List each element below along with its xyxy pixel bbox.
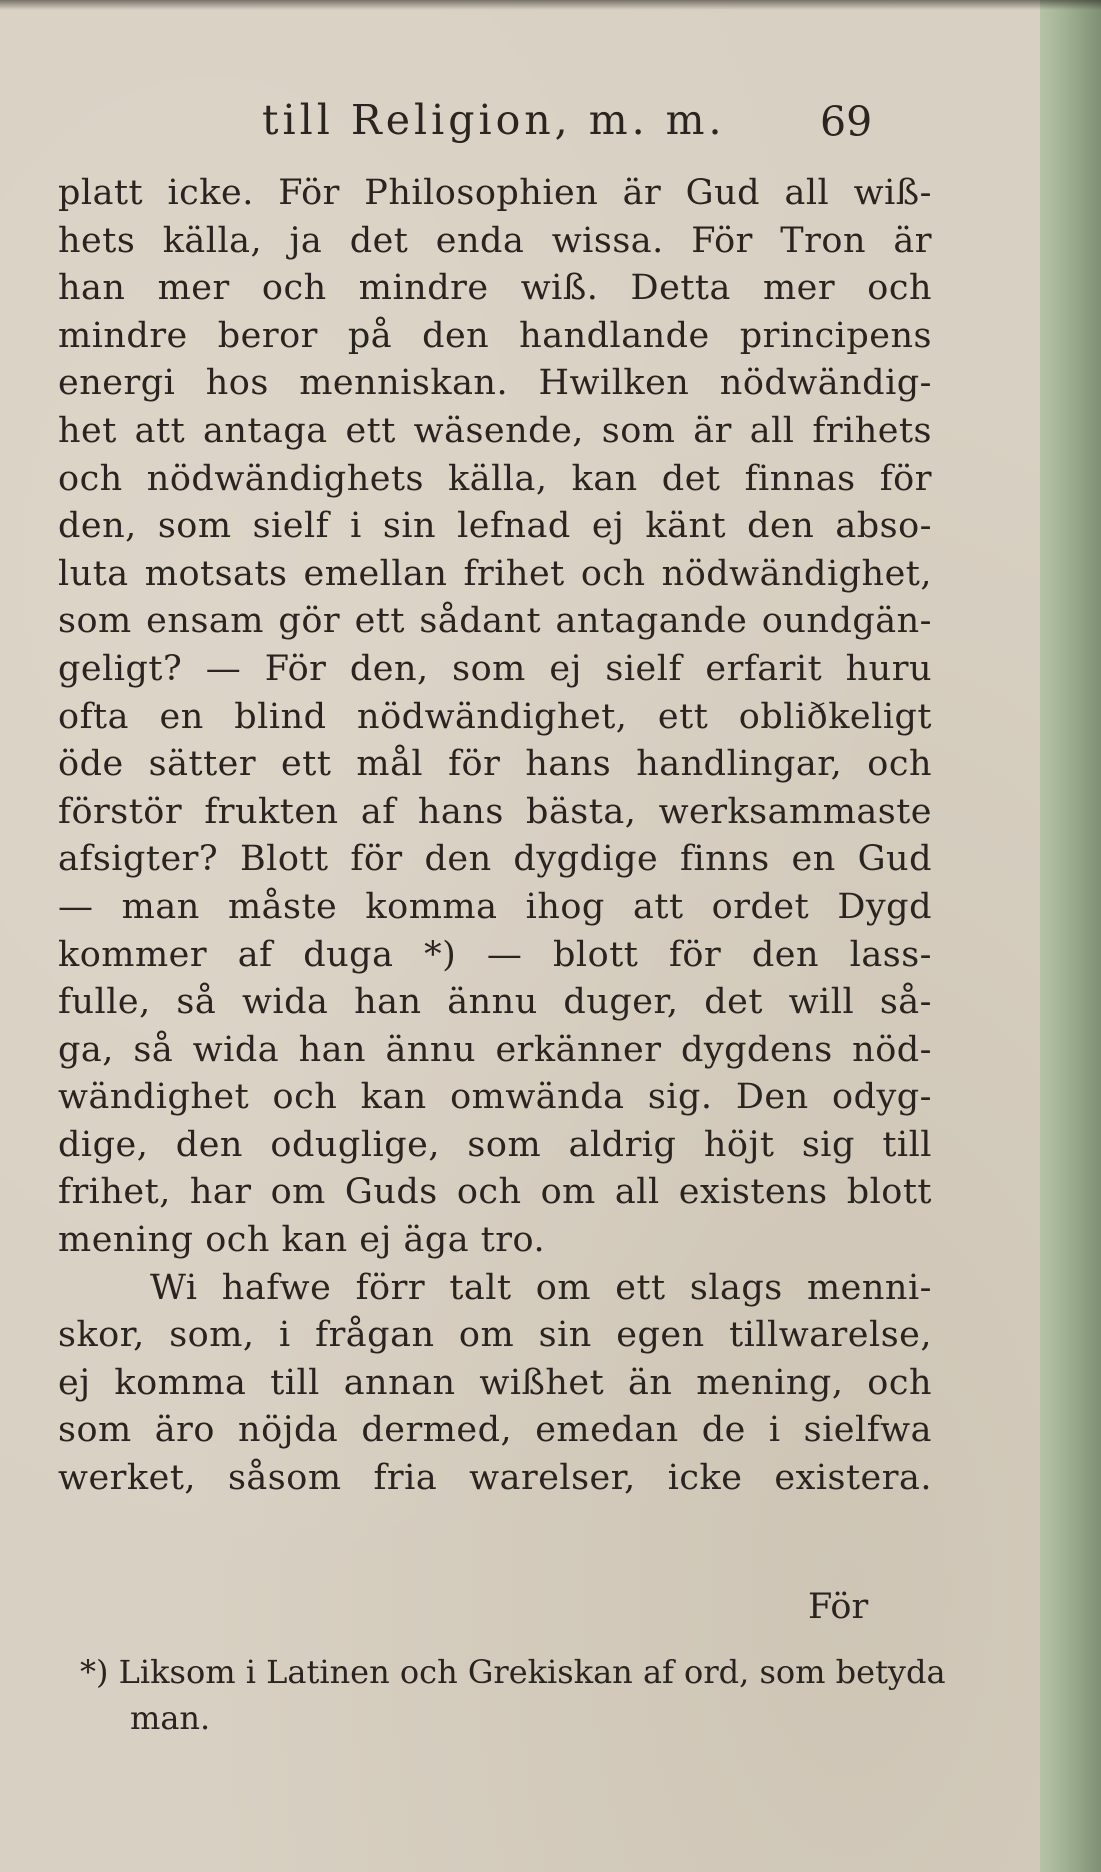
text-line: förstör frukten af hans bästa, werksammaste — [58, 791, 932, 832]
text-line: wändighet och kan omwända sig. Den odyg- — [58, 1077, 932, 1118]
page-number: 69 — [820, 98, 873, 146]
text-line: luta motsats emellan frihet och nödwändighet, — [58, 553, 932, 594]
text-line: ej komma till annan wißhet än mening, och — [58, 1362, 932, 1403]
text-line: kommer af duga *) — blott för den lass- — [58, 934, 932, 975]
text-line: afsigter? Blott för den dygdige finns en Gud — [58, 839, 932, 880]
text-line: som ensam gör ett sådant antagande oundgän- — [58, 601, 932, 642]
catchword: För — [808, 1587, 869, 1627]
text-line: mening och kan ej äga tro. — [58, 1220, 546, 1261]
text-line: dige, den oduglige, som aldrig höjt sig till — [58, 1124, 932, 1165]
page-edge-binding — [1040, 0, 1101, 1872]
text-line: öde sätter ett mål för hans handlingar, och — [58, 744, 932, 785]
running-title: till Religion, m. m. — [262, 96, 726, 144]
text-line: ga, så wida han ännu erkänner dygdens nöd- — [58, 1029, 932, 1070]
text-line-paragraph-start: Wi hafwe förr talt om ett slags menni- — [150, 1267, 932, 1308]
text-line: ofta en blind nödwändighet, ett obliðkeligt — [58, 696, 932, 737]
text-line: skor, som, i frågan om sin egen tillwarelse, — [58, 1315, 932, 1356]
text-line: och nödwändighets källa, kan det finnas för — [58, 458, 932, 499]
text-line: mindre beror på den handlande principens — [58, 315, 932, 356]
body-text — [58, 170, 932, 1503]
text-line: energi hos menniskan. Hwilken nödwändig- — [58, 363, 932, 404]
text-line: het att antaga ett wäsende, som är all frihets — [58, 410, 932, 451]
page-header — [0, 96, 1040, 146]
footnote-line: man. — [130, 1699, 211, 1737]
text-line: hets källa, ja det enda wissa. För Tron är — [58, 220, 932, 261]
page-top-shadow — [0, 0, 1101, 10]
text-line: som äro nöjda dermed, emedan de i sielfwa — [58, 1410, 932, 1451]
text-line: platt icke. För Philosophien är Gud all wiß- — [58, 173, 932, 213]
text-line: han mer och mindre wiß. Detta mer och — [58, 268, 932, 309]
text-line: fulle, så wida han ännu duger, det will så- — [58, 982, 932, 1023]
footnote — [80, 1649, 946, 1741]
text-line: geligt? — För den, som ej sielf erfarit huru — [58, 648, 932, 689]
text-line: frihet, har om Guds och om all existens blott — [58, 1172, 932, 1213]
text-line: werket, såsom fria warelser, icke existera. — [58, 1458, 932, 1499]
text-line: den, som sielf i sin lefnad ej känt den abso- — [58, 506, 932, 547]
footnote-line: *) Liksom i Latinen och Grekiskan af ord, som betyda — [80, 1653, 946, 1691]
text-line: — man måste komma ihog att ordet Dygd — [58, 886, 932, 927]
